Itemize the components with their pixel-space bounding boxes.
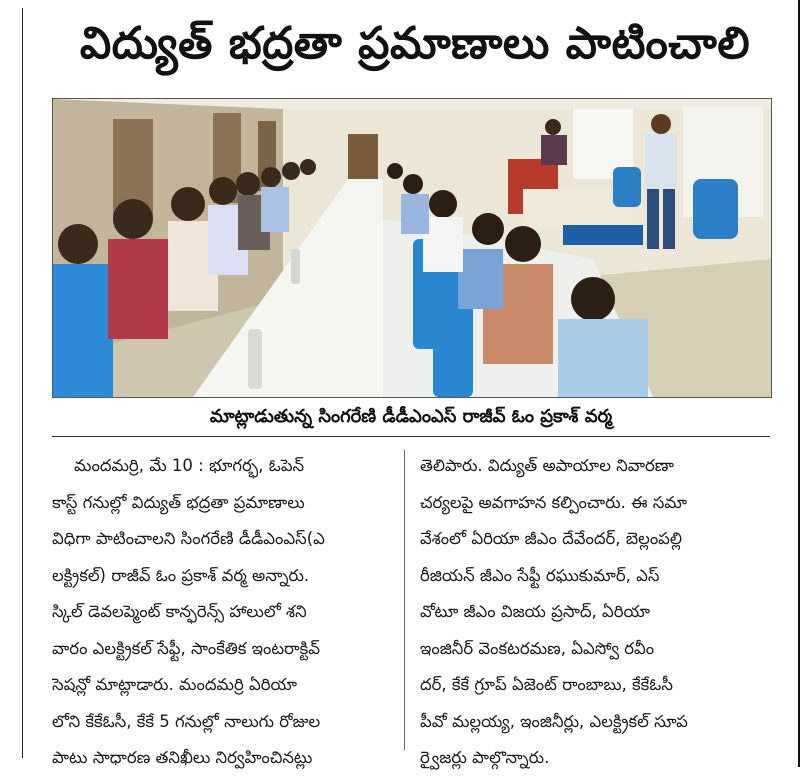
headline: విద్యుత్ భద్రతా ప్రమాణాలు పాటించాలి — [79, 18, 751, 69]
photo-caption: మాట్లాడుతున్న సింగరేణి డీడీఎంఎస్ రాజీవ్ ఓం ప్రకాశ్ వర్మ — [209, 405, 613, 427]
article-line: వారం ఎలక్ట్రికల్ సేఫ్టీ, సాంకేతిక ఇంటరాక్టివ్ — [52, 638, 320, 658]
article-column-right — [420, 448, 760, 777]
article-line: ర్వైజర్లు పాల్గొన్నారు. — [420, 748, 550, 767]
left-column-rule — [22, 8, 23, 758]
article-column-left — [52, 448, 392, 777]
seminar-photo-illustration — [53, 99, 771, 397]
article-line: లోని కేకేఓసీ, కేకే 5 గనుల్లో నాలుగు రోజుల — [52, 711, 321, 731]
article-line: తెలిపారు. విద్యుత్ అపాయాల నివారణా — [420, 456, 675, 475]
column-divider — [404, 450, 405, 750]
caption-divider — [52, 436, 770, 437]
article-line: పీవో మల్లయ్య, ఇంజినీర్లు, ఎలక్ట్రికల్ సూప — [420, 711, 688, 731]
article-line: సెషన్లో మాట్లాడారు. మందమర్రి ఏరియా — [52, 675, 297, 694]
article-line: కాస్ట్ గనుల్లో విద్యుత్ భద్రతా ప్రమాణాలు — [52, 492, 305, 512]
article-line: చర్యలపై అవగాహన కల్పించారు. ఈ సమా — [420, 492, 688, 512]
article-line: దర్, కేకే గ్రూప్ ఏజెంట్ రాంబాబు, కేకేఓసీ — [420, 675, 673, 694]
article-line: వేశంలో ఏరియా జీఎం దేవేందర్, బెల్లంపల్లి — [420, 529, 683, 548]
article-line: పాటు సాధారణ తనిఖీలు నిర్వహించినట్లు — [52, 748, 313, 767]
article-line: రీజియన్ జీఎం సేఫ్టీ రఘుకుమార్, ఎస్ — [420, 565, 660, 585]
article-line: మందమర్రి, మే 10 : భూగర్భ, ఓపెన్ — [74, 456, 305, 475]
article-line: ఇంజినీర్ వెంకటరమణ, ఏఎస్వో రవీం — [420, 638, 655, 658]
article-line: స్కిల్ డెవలప్మెంట్ కాన్ఫరెన్స్ హాలులో శని — [52, 602, 307, 621]
article-line: లక్ట్రికల్) రాజీవ్ ఓం ప్రకాశ్ వర్మ అన్నారు. — [52, 565, 310, 585]
seminar-photo — [52, 98, 772, 398]
article-line: వోటూ జీఎం విజయ ప్రసాద్, ఏరియా — [420, 602, 651, 621]
article-line: విధిగా పాటించాలని సింగరేణి డీడీఎంఎస్(ఎ — [52, 529, 325, 548]
